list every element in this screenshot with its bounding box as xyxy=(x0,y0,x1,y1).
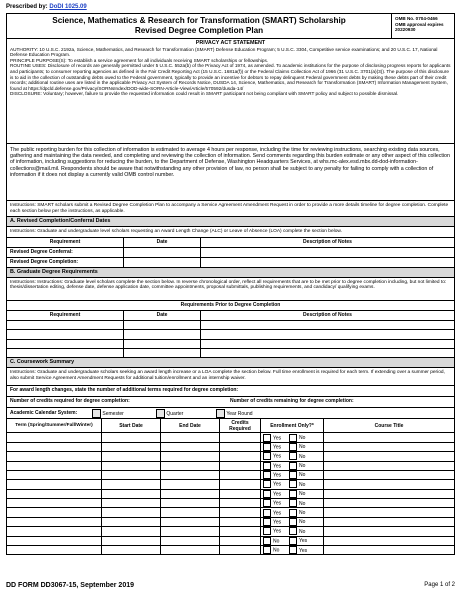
enrollment-cell xyxy=(261,536,324,545)
enroll-label-b: No xyxy=(299,453,306,460)
start-date-cell[interactable] xyxy=(102,527,161,536)
form-number: DD FORM DD3067-15, September 2019 xyxy=(6,582,134,589)
col-course-title: Course Title xyxy=(324,419,455,433)
enroll-checkbox-a[interactable] xyxy=(263,490,271,498)
course-title-cell[interactable] xyxy=(324,546,455,555)
credits-cell[interactable] xyxy=(220,461,261,470)
course-row xyxy=(7,517,455,526)
term-cell[interactable] xyxy=(7,461,102,470)
term-cell[interactable] xyxy=(7,442,102,451)
notes-cell[interactable] xyxy=(201,330,455,339)
start-date-cell[interactable] xyxy=(102,433,161,442)
course-row xyxy=(7,527,455,536)
quarter-option[interactable]: Quarter xyxy=(156,409,216,418)
enroll-checkbox-a[interactable] xyxy=(263,537,271,545)
enroll-label-b: No xyxy=(299,444,306,451)
enrollment-cell xyxy=(261,489,324,498)
enroll-option-b[interactable] xyxy=(289,472,305,478)
start-date-cell[interactable] xyxy=(102,461,161,470)
term-cell[interactable] xyxy=(7,517,102,526)
omb-expires: OMB approval expires xyxy=(395,21,444,27)
revised-conferral-date[interactable] xyxy=(124,247,201,257)
credits-required-label[interactable]: Number of credits required for degree completion: xyxy=(10,398,130,405)
privacy-act-statement xyxy=(6,38,455,143)
end-date-cell[interactable] xyxy=(161,433,220,442)
enroll-label-b: No xyxy=(299,434,306,441)
course-title-cell[interactable] xyxy=(324,517,455,526)
enroll-label-a: Yes xyxy=(273,509,282,516)
end-date-cell[interactable] xyxy=(161,452,220,461)
coursework-table xyxy=(6,418,455,555)
dodi-link[interactable]: DoDI 1025.09 xyxy=(49,4,87,10)
credits-cell[interactable] xyxy=(220,452,261,461)
enroll-option-b[interactable] xyxy=(289,538,307,544)
enroll-label-a: Yes xyxy=(273,500,282,507)
course-row xyxy=(7,546,455,555)
credits-cell[interactable] xyxy=(220,517,261,526)
enroll-label-b: Yes xyxy=(299,538,308,545)
enroll-checkbox-a[interactable] xyxy=(263,499,271,507)
calendar-label: Academic Calendar System: xyxy=(10,410,78,417)
credits-cell[interactable] xyxy=(220,480,261,489)
omb-box xyxy=(391,14,454,38)
req-cell[interactable] xyxy=(7,330,124,339)
credits-cell[interactable] xyxy=(220,470,261,479)
course-title-cell[interactable] xyxy=(324,527,455,536)
enroll-label-b: No xyxy=(299,519,306,526)
enroll-checkbox-a[interactable] xyxy=(263,471,271,479)
enroll-label-a: Yes xyxy=(273,481,282,488)
privacy-routine-uses: ROUTINE USES: Disclosure of records are generally permitted under 5 U.S.C. 552a(b) of the Privacy Act of 1974, as amended. To academic institutions for the purpose of disclosing progress reports for applicants and participants; to consumer reporting agencies as defined in the Fair Credit Reporting Act (15 U.S.C. 1681a(f)) or the Federal Claims Collection Act of 1966 (31 U.S.C. 3701(a)(3)). The purpose of this disclosure is to aid in the collection of outstanding debts owed to the Federal government, typically to provide an incentive for debtors to repay delinquent Federal government debts by making these debts part of their credit records; additional routine uses are listed in the applicable Privacy Act System of Records Notice, DUSDA 14, Science, Mathematics, and Research for Transformation (SMART) Information Management System, found at https://dpcld.defense.gov/Privacy/SORNsIndex/DOD-wide-SORN-Article-View/Article/570592/dusda-14/ xyxy=(10,63,451,91)
credits-cell[interactable] xyxy=(220,508,261,517)
enroll-option-b[interactable] xyxy=(289,444,305,450)
course-title-cell[interactable] xyxy=(324,470,455,479)
start-date-cell[interactable] xyxy=(102,517,161,526)
revised-completion-date[interactable] xyxy=(124,257,201,267)
award-length-label: For award length changes, state the number of additional terms required for degree completion: xyxy=(10,387,239,394)
form-header xyxy=(6,13,455,38)
course-title-cell[interactable] xyxy=(324,508,455,517)
enroll-checkbox-a[interactable] xyxy=(263,546,271,554)
enroll-option-a[interactable] xyxy=(263,537,289,545)
notes-cell[interactable] xyxy=(201,320,455,329)
col-requirement-b: Requirement xyxy=(7,310,124,320)
privacy-title: PRIVACY ACT STATEMENT xyxy=(195,40,266,46)
enroll-option-b[interactable] xyxy=(289,491,305,497)
enroll-option-a[interactable] xyxy=(263,546,289,554)
quarter-checkbox[interactable] xyxy=(156,409,165,418)
notes-cell[interactable] xyxy=(201,348,455,357)
enroll-checkbox-b[interactable] xyxy=(289,499,297,507)
term-cell[interactable] xyxy=(7,452,102,461)
enroll-checkbox-a[interactable] xyxy=(263,518,271,526)
section-b-title: B. Graduate Degree Requirements xyxy=(6,268,455,277)
award-length-row[interactable] xyxy=(6,385,455,396)
revised-completion-notes[interactable] xyxy=(201,257,455,267)
enroll-label-b: No xyxy=(299,463,306,470)
start-date-cell[interactable] xyxy=(102,499,161,508)
term-cell[interactable] xyxy=(7,508,102,517)
col-end-date: End Date xyxy=(161,419,220,433)
enroll-option-b[interactable] xyxy=(289,482,305,488)
credits-remaining-label[interactable]: Number of credits remaining for degree completion: xyxy=(230,398,354,405)
enrollment-cell xyxy=(261,442,324,451)
enroll-checkbox-b[interactable] xyxy=(289,546,297,554)
enroll-option-a[interactable] xyxy=(263,490,289,498)
end-date-cell[interactable] xyxy=(161,442,220,451)
end-date-cell[interactable] xyxy=(161,536,220,545)
enroll-option-b[interactable] xyxy=(289,501,305,507)
term-cell[interactable] xyxy=(7,489,102,498)
form-footer xyxy=(6,582,455,589)
semester-checkbox[interactable] xyxy=(92,409,101,418)
enroll-option-b[interactable] xyxy=(289,454,305,460)
enroll-label-b: No xyxy=(299,472,306,479)
enrollment-cell xyxy=(261,517,324,526)
enroll-label-b: No xyxy=(299,528,306,535)
start-date-cell[interactable] xyxy=(102,536,161,545)
course-title-cell[interactable] xyxy=(324,452,455,461)
omb-number: OMB No. 0704-0466 xyxy=(395,16,438,21)
enrollment-cell xyxy=(261,508,324,517)
end-date-cell[interactable] xyxy=(161,470,220,479)
col-notes-b: Description of Notes xyxy=(201,310,455,320)
end-date-cell[interactable] xyxy=(161,499,220,508)
privacy-disclosure: DISCLOSURE: Voluntary; however, failure to provide the requested information could result in SMART participant not being compliant with SMART policy and subject to possible dismissal. xyxy=(10,91,399,97)
enroll-option-a[interactable] xyxy=(263,499,289,507)
section-c-instructions: Instructions: Graduate and undergraduate scholars seeking an award length increase or a LOA complete the section below. Full time enrollment is required for each term. If extending over a summer period, also submit Service Agreement Amendment Requests for additional tuition/enrollment and an internship waiver. xyxy=(6,367,455,385)
enroll-checkbox-b[interactable] xyxy=(289,471,297,479)
enroll-checkbox-a[interactable] xyxy=(263,509,271,517)
enroll-checkbox-b[interactable] xyxy=(289,509,297,517)
end-date-cell[interactable] xyxy=(161,546,220,555)
date-cell[interactable] xyxy=(124,348,201,357)
enroll-label-a: Yes xyxy=(273,453,282,460)
enroll-option-a[interactable] xyxy=(263,443,289,451)
credits-cell[interactable] xyxy=(220,433,261,442)
col-start-date: Start Date xyxy=(102,419,161,433)
enroll-checkbox-b[interactable] xyxy=(289,537,297,545)
start-date-cell[interactable] xyxy=(102,442,161,451)
col-date: Date xyxy=(124,237,201,247)
enrollment-cell xyxy=(261,499,324,508)
term-cell[interactable] xyxy=(7,527,102,536)
start-date-cell[interactable] xyxy=(102,508,161,517)
enroll-checkbox-b[interactable] xyxy=(289,434,297,442)
enroll-checkbox-a[interactable] xyxy=(263,480,271,488)
credits-cell[interactable] xyxy=(220,546,261,555)
enroll-label-a: Yes xyxy=(273,472,282,479)
course-title-cell[interactable] xyxy=(324,489,455,498)
enroll-option-a[interactable] xyxy=(263,452,289,460)
req-cell[interactable] xyxy=(7,339,124,348)
term-cell[interactable] xyxy=(7,480,102,489)
section-b-table xyxy=(6,300,455,359)
enroll-option-b[interactable] xyxy=(289,463,305,469)
burden-statement: The public reporting burden for this collection of information is estimated to average 4 hours per response, including the time for reviewing instructions, searching existing data sources, gathering and maintaining the data needed, and completing and reviewing the collection of information. Send comments regarding this burden estimate or any other aspect of this collection of information, including suggestions for reducing the burden, to the Department of Defense, Washington Headquarters Services, at whs.mc-alex.esd.mbx.dd-dod-information-collections@mail.mil. Respondents should be aware that notwithstanding any other provision of law, no person shall be subject to any penalty for failing to comply with a collection of information if it does not display a currently valid OMB control number. xyxy=(6,143,455,200)
col-term: Term (Spring/Summer/Fall/Winter) xyxy=(7,419,102,433)
section-b-instructions: Instructions: Instructions: Graduate level scholars complete the section below. In reverse chronological order, reflect all requirements that are to be met prior to degree completion including, but not limited to: thesis/dissertation editing, defense date, defense application date, committee appointments, proposal submittals, publishing requirements, and candidacy/ qualifying exams. xyxy=(6,277,455,300)
credits-cell[interactable] xyxy=(220,536,261,545)
prescribed-label: Prescribed by: xyxy=(6,4,48,10)
col-enrollment: Enrollment Only?* xyxy=(261,419,324,433)
enrollment-cell xyxy=(261,546,324,555)
credits-cell[interactable] xyxy=(220,489,261,498)
course-row xyxy=(7,452,455,461)
year-round-option[interactable]: Year Round xyxy=(216,409,253,418)
term-cell[interactable] xyxy=(7,499,102,508)
revised-conferral-notes[interactable] xyxy=(201,247,455,257)
course-row xyxy=(7,536,455,545)
course-title-cell[interactable] xyxy=(324,536,455,545)
start-date-cell[interactable] xyxy=(102,480,161,489)
section-b-table-title: Requirements Prior to Degree Completion xyxy=(7,300,455,310)
enrollment-cell xyxy=(261,480,324,489)
enroll-label-a: No xyxy=(273,538,280,545)
col-date-b: Date xyxy=(124,310,201,320)
enroll-label-a: Yes xyxy=(273,528,282,535)
course-title-cell[interactable] xyxy=(324,499,455,508)
course-row xyxy=(7,489,455,498)
enroll-option-a[interactable] xyxy=(263,518,289,526)
semester-option[interactable]: Semester xyxy=(92,409,156,418)
year-round-checkbox[interactable] xyxy=(216,409,225,418)
enroll-label-a: Yes xyxy=(273,463,282,470)
enroll-option-a[interactable] xyxy=(263,527,289,535)
credits-cell[interactable] xyxy=(220,527,261,536)
calendar-row xyxy=(6,407,455,418)
end-date-cell[interactable] xyxy=(161,489,220,498)
term-cell[interactable] xyxy=(7,470,102,479)
enroll-label-a: Yes xyxy=(273,434,282,441)
col-requirement: Requirement xyxy=(7,237,124,247)
enroll-checkbox-b[interactable] xyxy=(289,518,297,526)
privacy-authority: AUTHORITY: 10 U.S.C. 2192a, Science, Mathematics, and Research for Transformation (SMART) Defense Education Program; 5 U.S.C. 3304, Competitive service examinations; and 20 U.S.C. 17, National Defense Education Program. xyxy=(10,46,438,58)
col-credits: Credits Required xyxy=(220,419,261,433)
start-date-cell[interactable] xyxy=(102,546,161,555)
course-title-cell[interactable] xyxy=(324,480,455,489)
enroll-checkbox-a[interactable] xyxy=(263,527,271,535)
enroll-option-a[interactable] xyxy=(263,471,289,479)
section-a-table xyxy=(6,237,455,268)
course-row xyxy=(7,480,455,489)
enroll-checkbox-a[interactable] xyxy=(263,434,271,442)
enroll-checkbox-b[interactable] xyxy=(289,480,297,488)
credits-cell[interactable] xyxy=(220,442,261,451)
privacy-purpose: PRINCIPLE PURPOSE(S): To establish a service agreement for all individuals receiving SMART scholarships or fellowships. xyxy=(10,57,269,63)
start-date-cell[interactable] xyxy=(102,452,161,461)
enroll-checkbox-b[interactable] xyxy=(289,527,297,535)
revised-conferral-label: Revised Degree Conferral: xyxy=(7,247,124,257)
enroll-checkbox-a[interactable] xyxy=(263,443,271,451)
title-line1: Science, Mathematics & Research for Transformation (SMART) Scholarship xyxy=(52,16,346,25)
enroll-option-b[interactable] xyxy=(289,510,305,516)
course-row xyxy=(7,508,455,517)
enroll-checkbox-b[interactable] xyxy=(289,462,297,470)
enroll-option-b[interactable] xyxy=(289,529,305,535)
course-title-cell[interactable] xyxy=(324,442,455,451)
course-row xyxy=(7,433,455,442)
date-cell[interactable] xyxy=(124,320,201,329)
date-cell[interactable] xyxy=(124,339,201,348)
enroll-option-a[interactable] xyxy=(263,509,289,517)
enroll-label-b: No xyxy=(299,509,306,516)
enroll-checkbox-b[interactable] xyxy=(289,452,297,460)
revised-completion-label: Revised Degree Completion: xyxy=(7,257,124,267)
req-cell[interactable] xyxy=(7,348,124,357)
section-c-title: C. Coursework Summary xyxy=(6,358,455,367)
credits-cell[interactable] xyxy=(220,499,261,508)
col-notes: Description of Notes xyxy=(201,237,455,247)
term-cell[interactable] xyxy=(7,546,102,555)
enroll-label-b: No xyxy=(299,500,306,507)
enroll-checkbox-a[interactable] xyxy=(263,462,271,470)
notes-cell[interactable] xyxy=(201,339,455,348)
enroll-label-a: Yes xyxy=(273,444,282,451)
enroll-checkbox-a[interactable] xyxy=(263,452,271,460)
enroll-option-a[interactable] xyxy=(263,434,289,442)
enroll-label-b: No xyxy=(299,481,306,488)
start-date-cell[interactable] xyxy=(102,470,161,479)
enroll-checkbox-b[interactable] xyxy=(289,490,297,498)
enrollment-cell xyxy=(261,461,324,470)
enroll-label-b: No xyxy=(299,491,306,498)
enroll-option-a[interactable] xyxy=(263,480,289,488)
enroll-option-a[interactable] xyxy=(263,462,289,470)
course-title-cell[interactable] xyxy=(324,461,455,470)
start-date-cell[interactable] xyxy=(102,489,161,498)
enroll-label-b: Yes xyxy=(299,547,308,554)
end-date-cell[interactable] xyxy=(161,480,220,489)
prescribed-line xyxy=(6,4,455,13)
enrollment-cell xyxy=(261,527,324,536)
enroll-checkbox-b[interactable] xyxy=(289,443,297,451)
omb-date: 20220930 xyxy=(395,27,416,33)
date-cell[interactable] xyxy=(124,330,201,339)
section-a-title: A. Revised Completion/Conferral Dates xyxy=(6,216,455,226)
enrollment-cell xyxy=(261,452,324,461)
page-number: Page 1 of 2 xyxy=(424,582,455,588)
end-date-cell[interactable] xyxy=(161,461,220,470)
form-title xyxy=(7,14,391,38)
term-cell[interactable] xyxy=(7,536,102,545)
enroll-label-a: Yes xyxy=(273,491,282,498)
enrollment-cell xyxy=(261,470,324,479)
course-row xyxy=(7,499,455,508)
course-row xyxy=(7,461,455,470)
course-title-cell[interactable] xyxy=(324,433,455,442)
credits-row xyxy=(6,396,455,407)
req-cell[interactable] xyxy=(7,320,124,329)
title-line2: Revised Degree Completion Plan xyxy=(134,25,264,35)
course-row xyxy=(7,442,455,451)
end-date-cell[interactable] xyxy=(161,527,220,536)
main-instructions: Instructions: SMART scholars submit a Revised Degree Completion Plan to accompany a Service Agreement Amendment Request in order to provide a more details timeline for degree completion. Complete each section below per the instructions, as applicable. xyxy=(6,200,455,216)
term-cell[interactable] xyxy=(7,433,102,442)
end-date-cell[interactable] xyxy=(161,508,220,517)
enroll-option-b[interactable] xyxy=(289,548,307,554)
end-date-cell[interactable] xyxy=(161,517,220,526)
enroll-label-a: No xyxy=(273,547,280,554)
section-a-instructions: Instructions: Graduate and undergraduate level scholars requesting an Award Length Change (ALC) or Leave of Absence (LOA) complete the section below. xyxy=(6,226,455,237)
enrollment-cell xyxy=(261,433,324,442)
enroll-label-a: Yes xyxy=(273,519,282,526)
enroll-option-b[interactable] xyxy=(289,519,305,525)
course-row xyxy=(7,470,455,479)
enroll-option-b[interactable] xyxy=(289,435,305,441)
